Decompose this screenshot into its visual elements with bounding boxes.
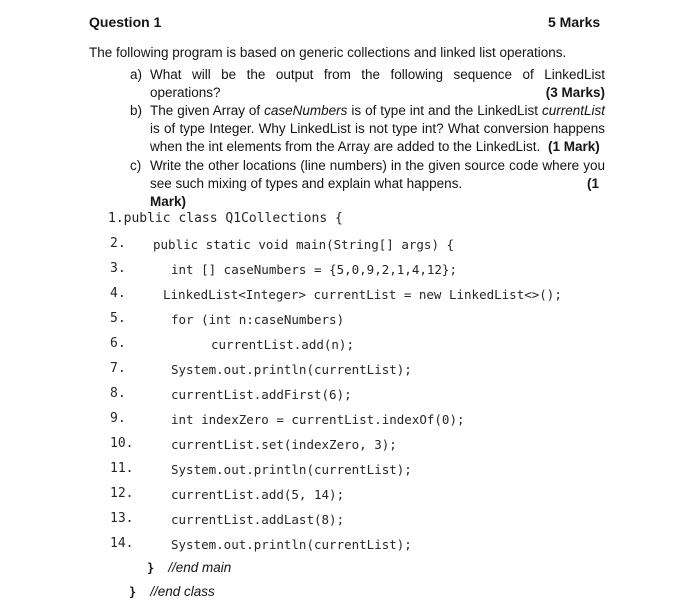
part-a-marks: (3 Marks) — [545, 85, 605, 100]
code-line-14: System.out.println(currentList); — [171, 537, 412, 552]
line-number-4: 4. — [110, 286, 126, 301]
part-a — [130, 66, 605, 102]
code-line-7: System.out.println(currentList); — [171, 362, 412, 377]
code-line-10: currentList.set(indexZero, 3); — [171, 437, 397, 452]
line-number-8: 8. — [110, 386, 126, 401]
line-number-12: 12. — [110, 486, 134, 501]
line-number-6: 6. — [110, 336, 126, 351]
code-line-6: currentList.add(n); — [211, 337, 354, 352]
code-line-13: currentList.addLast(8); — [171, 512, 345, 527]
line-number-10: 10. — [110, 436, 134, 451]
line-number-11: 11. — [110, 461, 134, 476]
line-number-3: 3. — [110, 261, 126, 276]
part-c-line2: see such mixing of types and explain what happens. — [150, 176, 463, 191]
part-c-marks-open: (1 — [586, 176, 599, 191]
line-number-2: 2. — [110, 236, 126, 251]
line-number-13: 13. — [110, 511, 134, 526]
code-line-12: currentList.add(5, 14); — [171, 487, 345, 502]
line-number-5: 5. — [110, 311, 126, 326]
part-c-line1: Write the other locations (line numbers) in the given source code where you — [150, 158, 605, 173]
part-b-line3: when the int elements from the Array are added to the LinkedList. — [150, 139, 541, 154]
code-line-2: public static void main(String[] args) { — [153, 237, 455, 252]
part-b-line2: is of type Integer. Why LinkedList is not type int? What conversion happens — [150, 121, 605, 136]
part-c-marks-close: Mark) — [150, 194, 187, 209]
question-title: Question 1 — [89, 14, 162, 30]
code-line-1: 1.public class Q1Collections { — [108, 211, 343, 226]
part-b-line1: The given Array of caseNumbers is of type int and the LinkedList currentList — [150, 103, 605, 118]
question-intro: The following program is based on generic collections and linked list operations. — [89, 45, 567, 60]
part-a-letter: a) — [130, 67, 143, 82]
code-line-8: currentList.addFirst(6); — [171, 387, 352, 402]
end-class-comment: } //end class — [129, 584, 215, 599]
part-c — [130, 157, 605, 211]
part-b-marks: (1 Mark) — [548, 139, 600, 154]
part-b-letter: b) — [130, 103, 143, 118]
question-marks: 5 Marks — [548, 14, 601, 30]
part-a-line2: operations? — [150, 85, 221, 100]
code-line-5: for (int n:caseNumbers) — [171, 312, 345, 327]
line-number-14: 14. — [110, 536, 134, 551]
code-line-3: int [] caseNumbers = {5,0,9,2,1,4,12}; — [171, 262, 457, 277]
line-number-7: 7. — [110, 361, 126, 376]
code-line-4: LinkedList<Integer> currentList = new LinkedList<>(); — [163, 287, 562, 302]
part-b — [130, 102, 605, 156]
end-main-comment: } //end main — [147, 560, 232, 575]
code-line-11: System.out.println(currentList); — [171, 462, 412, 477]
part-a-line1: What will be the output from the following sequence of LinkedList — [150, 67, 605, 82]
part-c-letter: c) — [130, 158, 142, 173]
code-line-9: int indexZero = currentList.indexOf(0); — [171, 412, 465, 427]
line-number-9: 9. — [110, 411, 126, 426]
